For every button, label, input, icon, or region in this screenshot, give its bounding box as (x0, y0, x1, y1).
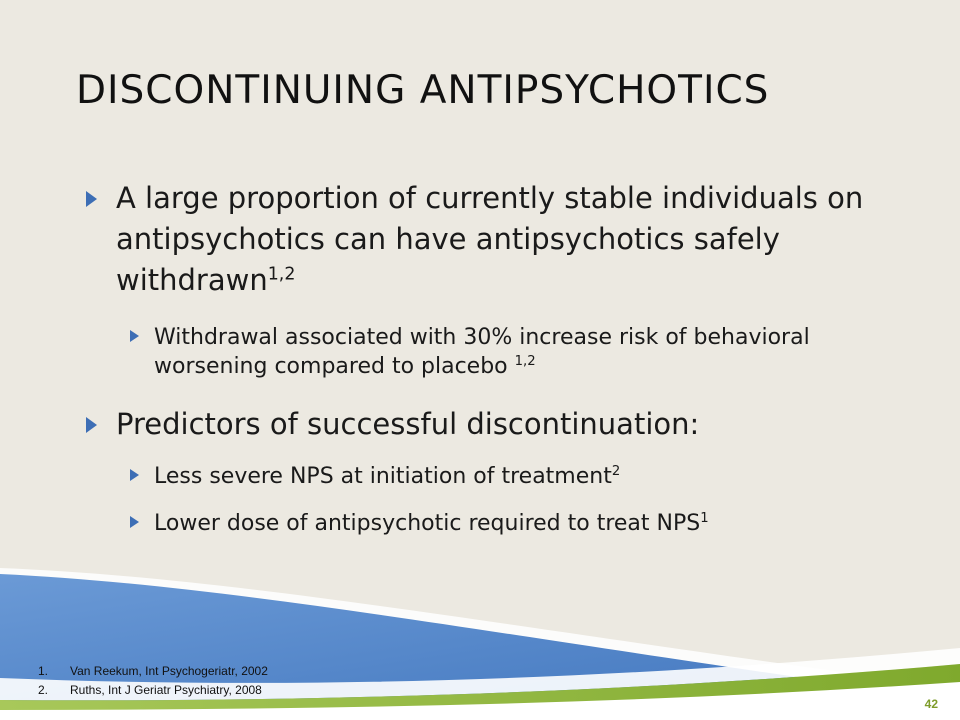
sub-bullet-1-1-text: Withdrawal associated with 30% increase risk of behavioral worsening compared to placebo (154, 325, 810, 379)
bullet-list (86, 178, 906, 538)
reference-1 (38, 662, 268, 681)
sub-bullet-2-1-text: Less severe NPS at initiation of treatment (154, 464, 612, 489)
reference-1-number: 1. (38, 664, 49, 678)
triangle-right-icon (130, 469, 139, 481)
references (38, 662, 268, 700)
reference-2-text: Ruths, Int J Geriatr Psychiatry, 2008 (70, 683, 262, 697)
bullet-1 (86, 178, 906, 301)
sub-bullet-2-2-citation: 1 (700, 511, 709, 527)
triangle-right-icon (86, 191, 97, 207)
sub-bullet-2-2 (130, 509, 906, 538)
page-number: 42 (924, 697, 938, 711)
reference-2 (38, 681, 268, 700)
reference-1-text: Van Reekum, Int Psychogeriatr, 2002 (70, 664, 268, 678)
triangle-right-icon (130, 516, 139, 528)
bullet-1-text: A large proportion of currently stable individuals on antipsychotics can have antipsychotics safely withdrawn (116, 181, 864, 297)
bullet-1-citation: 1,2 (267, 264, 296, 285)
sub-bullet-2-1 (130, 462, 906, 491)
sub-bullet-2-1-citation: 2 (611, 464, 621, 480)
bullet-2-text: Predictors of successful discontinuation: (116, 407, 700, 441)
sub-bullet-1-1-citation: 1,2 (514, 354, 536, 370)
sub-bullet-2-2-text: Lower dose of antipsychotic required to treat NPS (154, 511, 701, 536)
bullet-2 (86, 404, 906, 445)
triangle-right-icon (130, 330, 139, 342)
slide-title: DISCONTINUING ANTIPSYCHOTICS (76, 68, 770, 113)
triangle-right-icon (86, 417, 97, 433)
sub-bullet-1-1 (130, 323, 906, 381)
reference-2-number: 2. (38, 683, 49, 697)
